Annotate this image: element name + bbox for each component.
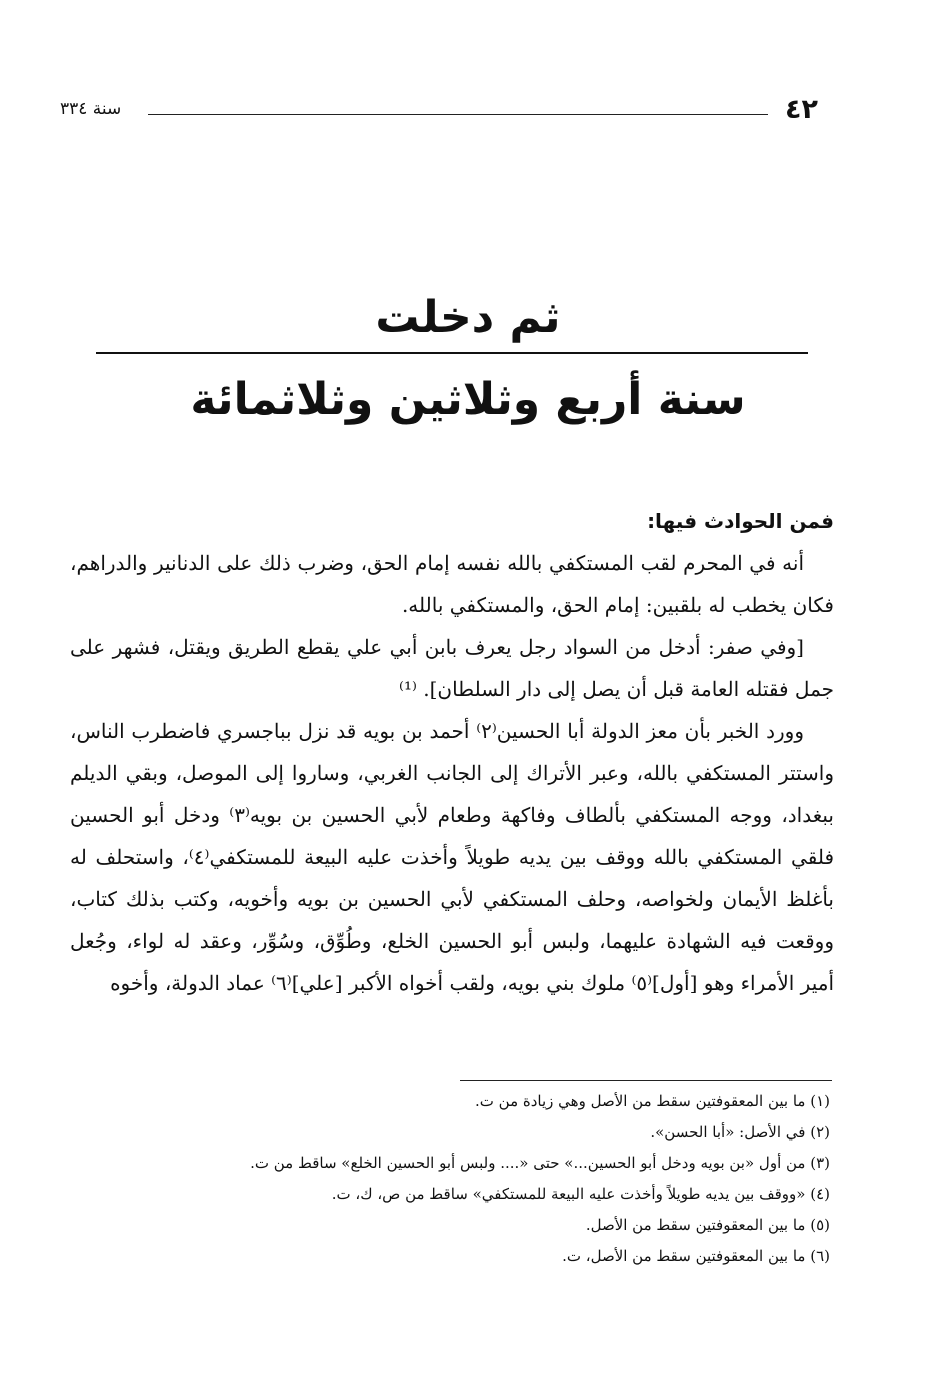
header-rule [148, 114, 768, 115]
footnote: (٣) من أول «بن بويه ودخل أبو الحسين...» حتى «.... ولبس أبو الحسين الخلع» ساقط من ت. [250, 1154, 830, 1172]
running-head: سنة ٣٣٤ [60, 99, 122, 119]
footnote-rule [460, 1080, 832, 1081]
footnotes [100, 1086, 830, 1272]
footnote: (٥) ما بين المعقوفتين سقط من الأصل. [585, 1216, 830, 1234]
title-rule [96, 352, 808, 354]
body-text [70, 500, 834, 1004]
year-title: سنة أربع وثلاثين وثلاثمائة [190, 374, 746, 425]
paragraph: وورد الخبر بأن معز الدولة أبا الحسين⁽٢⁾ أحمد بن بويه قد نزل بباجسري فاضطرب الناس، واستتر المستكفي بالله، وعبر الأتراك إلى الجانب الغربي، وساروا إلى الموصل، وبقي الديلم ببغداد، ووجه المستكفي بألطاف وفاكهة وطعام لأبي الحسين بن بويه⁽٣⁾ ودخل أبو الحسين فلقي المستكفي بالله ووقف بين يديه طويلاً وأخذت عليه البيعة للمستكفي⁽٤⁾، واستحلف له بأغلظ الأيمان ولخواصه، وحلف المستكفي لأبي الحسين بن بويه وأخويه، وكتب بذلك كتاب، ووقعت فيه الشهادة عليهما، ولبس أبو الحسين الخلع، وطُوِّق، وسُوِّر، وعقد له لواء، وجُعل أمير الأمراء وهو [أول]⁽٥⁾ ملوك بني بويه، ولقب أخواه الأكبر [علي]⁽٦⁾ عماد الدولة، وأخوه [70, 719, 835, 995]
page-number: ٤٢ [785, 94, 818, 125]
paragraph: [وفي صفر: أدخل من السواد رجل يعرف بابن أبي علي يقطع الطريق ويقتل، فشهر على جمل فقتله العامة قبل أن يصل إلى دار السلطان]. ⁽¹⁾ [70, 635, 834, 701]
paragraph: أنه في المحرم لقب المستكفي بالله نفسه إمام الحق، وضرب ذلك على الدنانير والدراهم، فكان يخطب له بلقبين: إمام الحق، والمستكفي بالله. [70, 551, 834, 617]
footnote: (١) ما بين المعقوفتين سقط من الأصل وهي زيادة من ت. [475, 1092, 830, 1110]
footnote: (٦) ما بين المعقوفتين سقط من الأصل، ت. [562, 1247, 830, 1265]
page-header [60, 94, 830, 134]
section-heading: فمن الحوادث فيها: [647, 509, 834, 533]
footnote: (٢) في الأصل: «أبا الحسن». [650, 1123, 830, 1141]
chapter-title: ثم دخلت [375, 292, 561, 343]
footnote: (٤) «ووقف بين يديه طويلاً وأخذت عليه البيعة للمستكفي» ساقط من ص، ك، ت. [331, 1185, 830, 1203]
